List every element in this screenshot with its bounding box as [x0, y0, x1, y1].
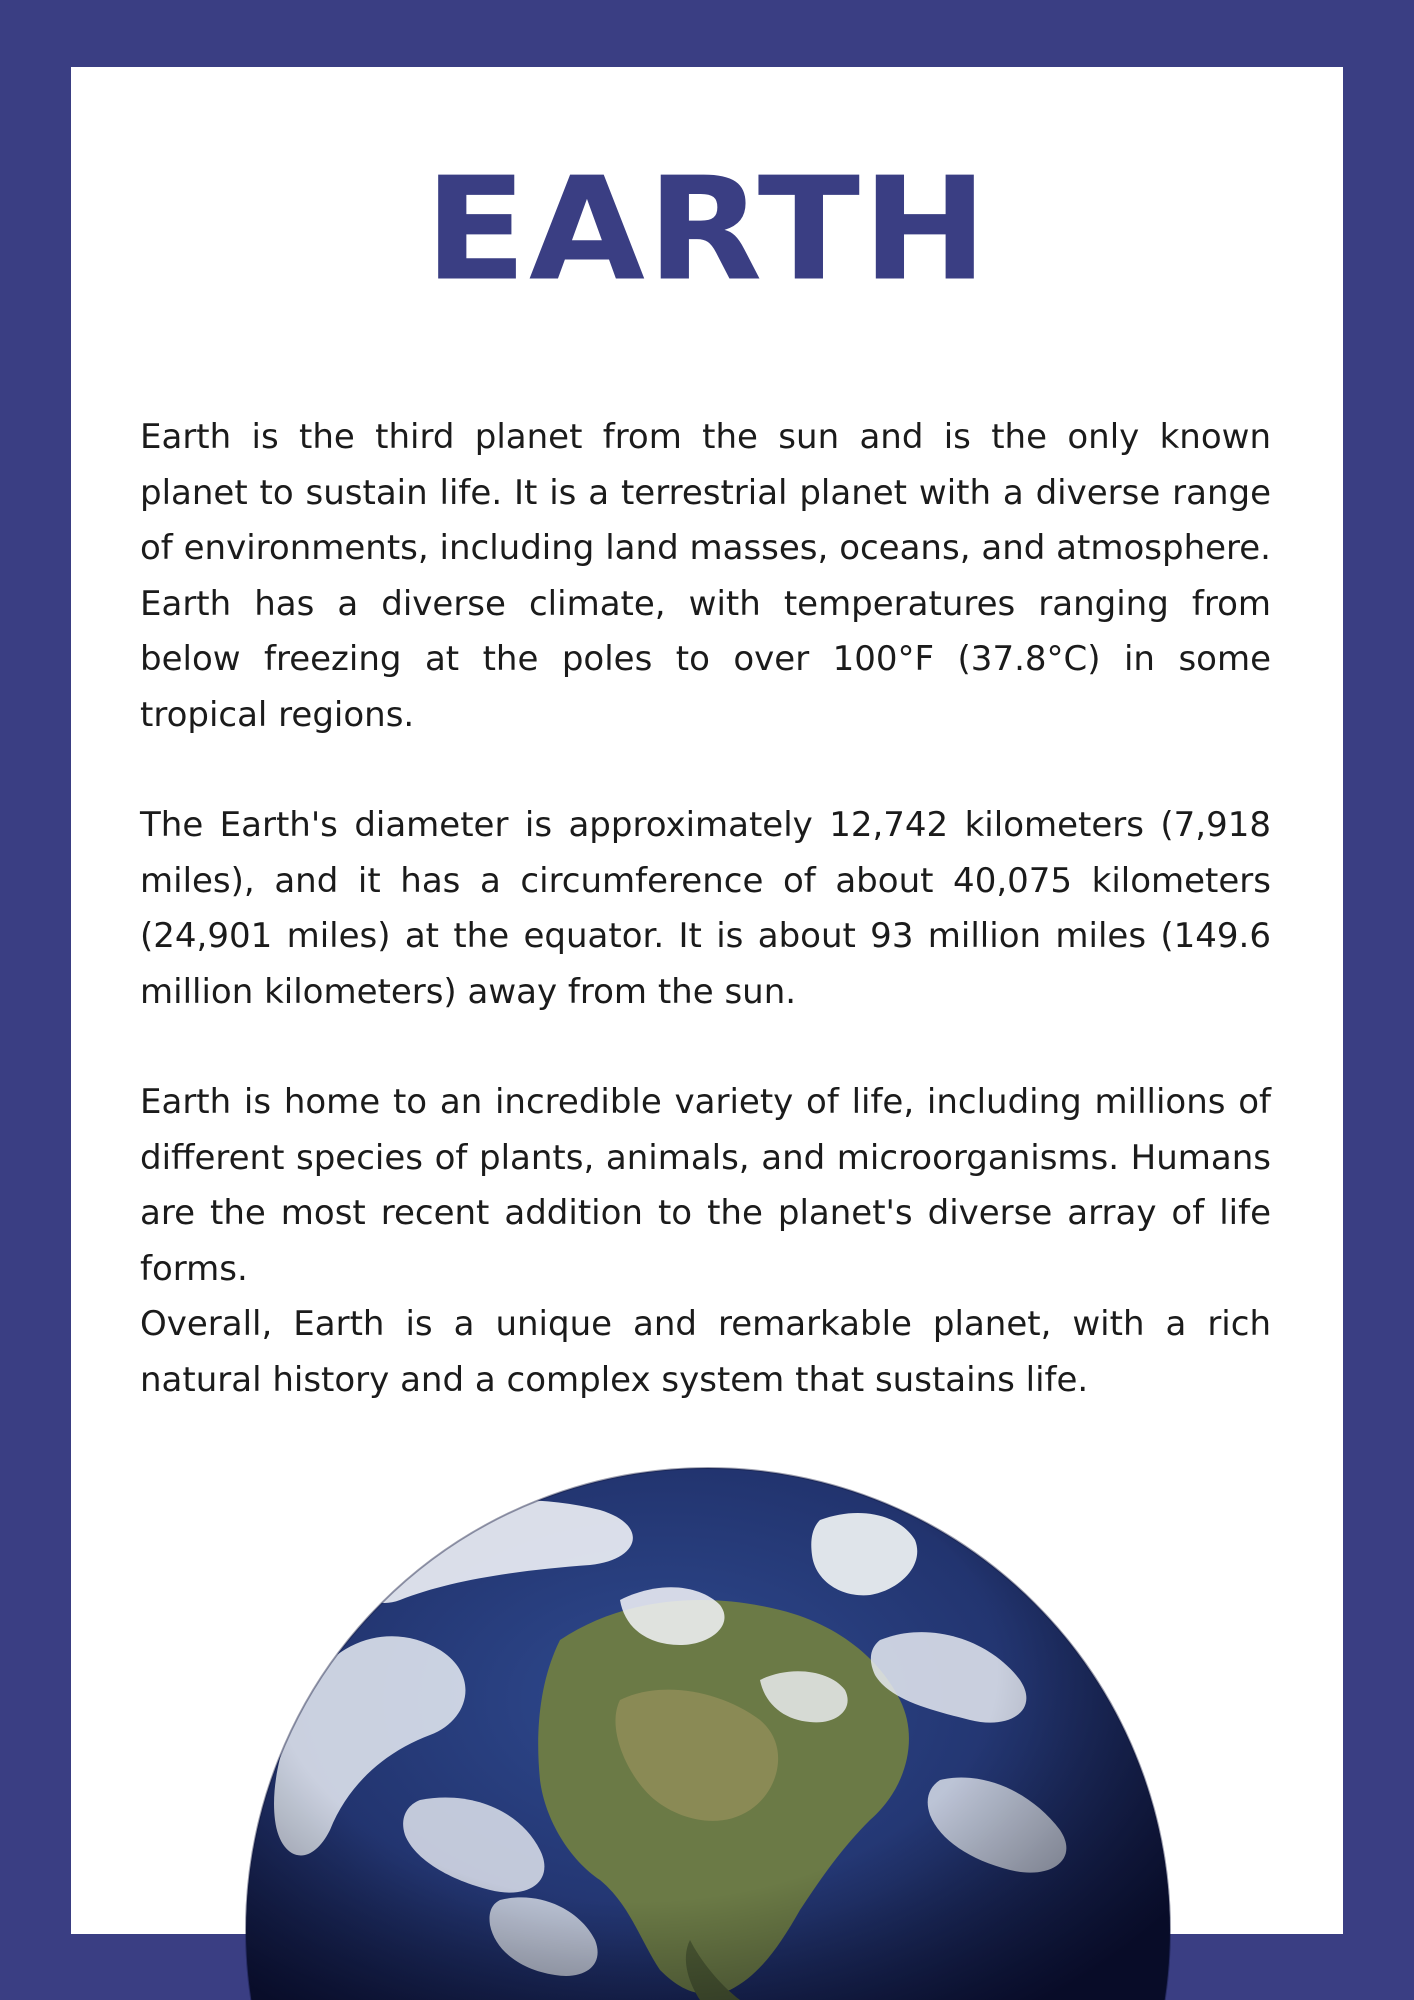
paragraph-overall: Overall, Earth is a unique and remarkable planet, with a rich natural history and a complex system that sustains life.	[140, 1304, 1271, 1400]
paragraph-dimensions: The Earth's diameter is approximately 12,742 kilometers (7,918 miles), and it has a circumference of about 40,075 kilometers (24,901 miles) at the equator. It is about 93 million miles (149.6 million kilometers) away from the sun.	[140, 805, 1271, 1012]
page-title: EARTH	[424, 147, 990, 313]
paragraph-intro: Earth is the third planet from the sun and is the only known planet to sustain life. It is a terrestrial planet with a diverse range of environments, including land masses, oceans, and atmosphere. Earth has a diverse climate, with temperatures ranging from below freezing at the poles to over 100°F (37.8°C) in some tropical regions.	[140, 417, 1271, 735]
article-body	[140, 410, 1271, 1408]
paragraph-life: Earth is home to an incredible variety of life, including millions of different species of plants, animals, and microorganisms. Humans are the most recent addition to the planet's diverse array of life forms.	[140, 1082, 1271, 1289]
